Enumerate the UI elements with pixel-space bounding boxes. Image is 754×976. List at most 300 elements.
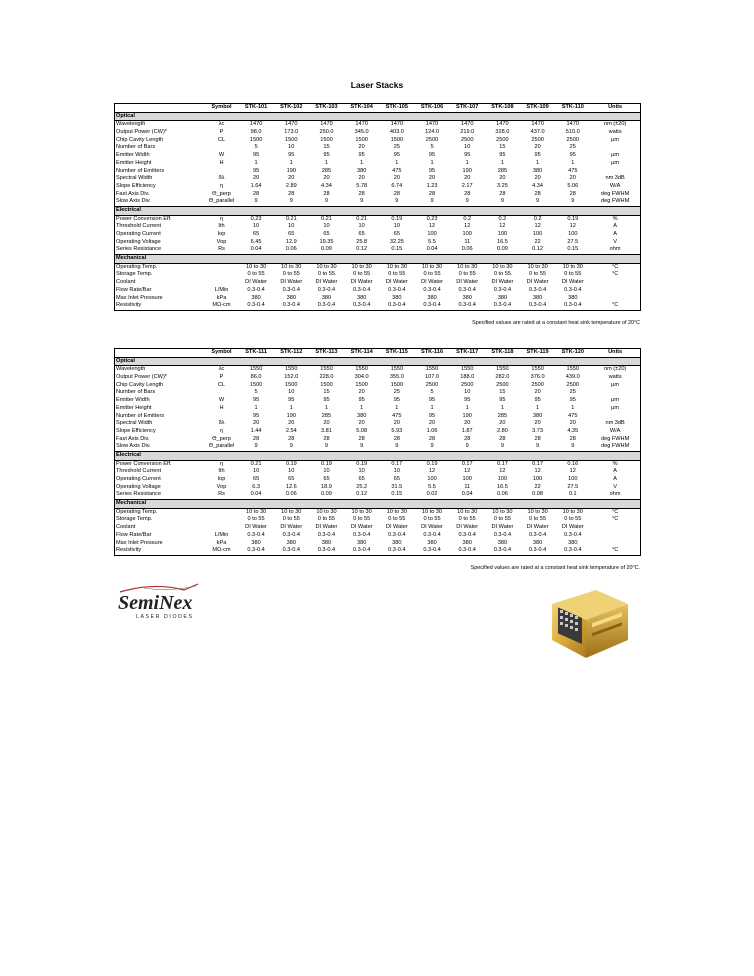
value-cell: 0.3-0.4: [274, 302, 309, 310]
value-cell: 3.73: [532, 427, 544, 434]
value-cell: 2.54: [285, 427, 297, 434]
parameter-label: Chip Cavity Length: [115, 137, 205, 145]
value-cell: 65: [358, 231, 365, 238]
value-cell: 1550: [285, 366, 298, 373]
parameter-label: Slow Axis Div.: [115, 443, 205, 451]
value-cell: DI Water: [280, 524, 303, 531]
value-cell: DI Water: [421, 279, 443, 286]
value-cell: 380: [462, 539, 472, 546]
value-cell: 0.15: [391, 491, 403, 498]
value-cell: 0.23: [250, 215, 262, 222]
unit-cell: W/A: [590, 183, 640, 191]
unit-cell: °C: [590, 271, 640, 279]
value-cell: 380: [321, 539, 332, 546]
symbol-cell: Iop: [217, 231, 226, 238]
value-cell: DI Water: [561, 279, 584, 286]
value-cell: 0 to 55: [493, 516, 511, 523]
value-cell: 0.3-0.4: [555, 302, 590, 310]
value-cell: 65: [288, 476, 295, 483]
value-cell: 1500: [249, 381, 263, 388]
symbol-cell: Θ_perp: [212, 190, 231, 197]
value-cell: 0 to 55: [529, 516, 547, 523]
value-cell: 0 to 55: [388, 516, 406, 523]
value-cell: 10 to 30: [527, 508, 548, 515]
value-cell: 9: [536, 443, 540, 450]
parameter-label: Output Power (CW)*: [115, 129, 205, 137]
value-cell: 304.0: [354, 374, 369, 381]
value-cell: 0.3-0.4: [450, 302, 485, 310]
value-cell: 0 to 55: [317, 516, 336, 523]
value-cell: 2500: [496, 381, 509, 388]
table-row-emitter-width: [115, 152, 641, 160]
value-cell: 1550: [496, 366, 509, 373]
value-cell: 15: [499, 389, 506, 396]
value-cell: 15: [323, 389, 330, 396]
value-cell: 12: [534, 223, 541, 230]
parameter-label: Coolant: [115, 279, 205, 287]
symbol-cell: Θ_parallel: [208, 443, 235, 450]
value-cell: 0.3-0.4: [239, 547, 274, 555]
value-cell: 12: [428, 468, 436, 475]
section-header-electrical: [115, 206, 641, 215]
value-cell: 65: [393, 476, 400, 483]
value-cell: DI Water: [350, 279, 373, 286]
value-cell: 0.3-0.4: [344, 547, 379, 555]
value-cell: 6.45: [250, 238, 262, 245]
table-row-flow-rate-bar: [115, 287, 641, 295]
value-cell: 0.2: [463, 215, 472, 222]
value-cell: 10 to 30: [421, 508, 443, 515]
value-cell: 22: [534, 238, 541, 245]
section-header-electrical: [115, 451, 641, 460]
column-header: STK-102: [274, 104, 309, 113]
value-cell: 10 to 30: [281, 263, 302, 270]
value-cell: 0.15: [567, 246, 579, 253]
value-cell: 20: [464, 420, 471, 427]
value-cell: 65: [358, 476, 365, 483]
section-label: Electrical: [115, 451, 641, 460]
value-cell: 0.23: [426, 215, 438, 222]
unit-cell: A: [590, 223, 640, 231]
value-cell: 439.0: [565, 374, 580, 381]
value-cell: 0.3-0.4: [317, 531, 336, 538]
value-cell: 380: [532, 539, 543, 546]
value-cell: 20: [393, 420, 400, 427]
value-cell: 65: [252, 476, 260, 483]
section-header-optical: [115, 112, 641, 121]
value-cell: 5.93: [391, 427, 403, 434]
table-row-operating-current: [115, 476, 641, 484]
value-cell: 9: [289, 443, 293, 450]
value-cell: 1: [430, 404, 434, 411]
unit-cell: µm: [590, 405, 640, 413]
value-cell: 28: [428, 190, 436, 197]
value-cell: 0.12: [532, 246, 544, 253]
symbol-cell: Ith: [218, 468, 225, 475]
value-cell: 10 to 30: [492, 263, 513, 270]
column-header: STK-113: [309, 349, 344, 358]
value-cell: 10: [252, 468, 260, 475]
value-cell: 9: [395, 198, 399, 205]
unit-cell: deg FWHM: [590, 198, 640, 206]
unit-cell: [590, 532, 640, 540]
value-cell: DI Water: [385, 279, 408, 286]
value-cell: 4.35: [567, 427, 579, 434]
value-cell: 12: [569, 223, 576, 230]
symbol-cell: [205, 413, 239, 421]
value-cell: 100: [462, 231, 472, 238]
value-cell: 10 to 30: [421, 263, 443, 270]
value-cell: 0.21: [321, 215, 332, 222]
value-cell: 28: [569, 190, 576, 197]
table-row-emitter-height: [115, 405, 641, 413]
value-cell: 12: [428, 223, 436, 230]
parameter-label: Flow Rate/Bar: [115, 287, 205, 295]
value-cell: 1: [289, 404, 293, 411]
value-cell: 0.3-0.4: [282, 531, 300, 538]
column-header: Units: [590, 104, 640, 113]
value-cell: 27.5: [567, 483, 579, 490]
value-cell: 95: [428, 412, 436, 419]
value-cell: 0.09: [496, 246, 508, 253]
value-cell: DI Water: [491, 524, 514, 531]
value-cell: 100: [497, 476, 508, 483]
column-header: STK-112: [274, 349, 309, 358]
value-cell: 2.17: [461, 182, 473, 189]
value-cell: 328.0: [495, 129, 510, 136]
value-cell: 1470: [320, 121, 333, 128]
value-cell: 28: [323, 435, 330, 442]
symbol-cell: [205, 516, 239, 524]
parameter-label: Number of Emitters: [115, 168, 205, 176]
value-cell: 10 to 30: [386, 263, 407, 270]
column-header: Symbol: [205, 104, 239, 113]
value-cell: 9: [254, 198, 258, 205]
value-cell: 0.3-0.4: [414, 547, 449, 555]
value-cell: 475: [392, 167, 402, 174]
parameter-label: Flow Rate/Bar: [115, 532, 205, 540]
value-cell: 10 to 30: [351, 263, 372, 270]
symbol-cell: W: [218, 397, 225, 404]
value-cell: 10 to 30: [457, 263, 478, 270]
value-cell: 0.3-0.4: [564, 531, 582, 538]
value-cell: 0.12: [356, 491, 368, 498]
symbol-cell: H: [219, 404, 224, 411]
unit-cell: [590, 168, 640, 176]
value-cell: 2500: [425, 136, 439, 143]
value-cell: 0.3-0.4: [450, 547, 485, 555]
value-cell: DI Water: [456, 524, 479, 531]
value-cell: 1500: [285, 381, 298, 388]
table-row-wavelength: [115, 121, 641, 129]
value-cell: 1470: [285, 121, 298, 128]
value-cell: 20: [323, 175, 330, 182]
parameter-label: Operating Voltage: [115, 239, 205, 247]
logo-wordmark: SemiNex: [118, 592, 193, 614]
value-cell: 1: [500, 159, 504, 166]
value-cell: 25.2: [356, 483, 368, 490]
value-cell: 10 to 30: [457, 508, 478, 515]
value-cell: 12.9: [285, 238, 297, 245]
table-row-chip-cavity-length: [115, 382, 641, 390]
value-cell: 0.3-0.4: [458, 286, 476, 293]
value-cell: 1: [571, 404, 575, 411]
unit-cell: °C: [590, 263, 640, 271]
value-cell: 20: [252, 420, 260, 427]
value-cell: 65: [323, 476, 330, 483]
table-row-slow-axis-div: [115, 443, 641, 451]
value-cell: 0.3-0.4: [388, 286, 406, 293]
value-cell: 28: [534, 190, 541, 197]
value-cell: 0.08: [532, 491, 544, 498]
value-cell: 28: [393, 190, 400, 197]
unit-cell: [590, 144, 640, 152]
value-cell: 3.81: [321, 427, 332, 434]
value-cell: DI Water: [245, 524, 268, 531]
value-cell: 0.1: [568, 491, 577, 498]
value-cell: 0.21: [356, 215, 368, 222]
parameter-label: Operating Current: [115, 231, 205, 239]
unit-cell: °C: [590, 302, 640, 310]
value-cell: 0 to 55: [353, 271, 371, 278]
table-row-resistivity: [115, 302, 641, 310]
value-cell: 380: [356, 294, 367, 301]
spec-table-stk-101-110: [114, 103, 641, 311]
table-row-spectral-width: [115, 420, 641, 428]
value-cell: 0.16: [567, 460, 579, 467]
value-cell: 32.25: [389, 238, 404, 245]
value-cell: 3.25: [496, 182, 508, 189]
table-row-number-of-emitters: [115, 413, 641, 421]
value-cell: 11: [464, 238, 471, 245]
parameter-label: Slope Efficiency: [115, 183, 205, 191]
value-cell: 2500: [425, 381, 439, 388]
symbol-cell: [205, 168, 239, 176]
value-cell: 0.21: [250, 460, 262, 467]
parameter-label: Storage Temp.: [115, 271, 205, 279]
table-row-storage-temp: [115, 516, 641, 524]
symbol-cell: P: [219, 129, 224, 136]
value-cell: 1470: [496, 121, 509, 128]
symbol-cell: [205, 524, 239, 532]
value-cell: 380: [462, 294, 472, 301]
value-cell: 9: [430, 198, 434, 205]
table-row-threshold-current: [115, 468, 641, 476]
symbol-cell: Rs: [218, 491, 225, 498]
value-cell: 0.3-0.4: [493, 286, 512, 293]
table-row-coolant: [115, 279, 641, 287]
value-cell: 20: [499, 175, 506, 182]
parameter-label: Wavelength: [115, 366, 205, 374]
value-cell: 0.17: [532, 460, 544, 467]
value-cell: 0.2: [533, 215, 542, 222]
value-cell: 0.17: [391, 460, 403, 467]
value-cell: DI Water: [350, 524, 373, 531]
value-cell: 95: [323, 152, 330, 159]
symbol-cell: λc: [218, 121, 225, 128]
symbol-cell: [205, 279, 239, 287]
value-cell: 10: [323, 223, 330, 230]
value-cell: 16.5: [496, 483, 508, 490]
value-cell: 6.74: [391, 182, 403, 189]
value-cell: 1: [430, 159, 434, 166]
value-cell: 228.0: [319, 374, 334, 381]
symbol-cell: CL: [217, 136, 226, 143]
value-cell: 28: [534, 435, 541, 442]
unit-cell: µm: [590, 382, 640, 390]
value-cell: 475: [568, 167, 578, 174]
unit-cell: ohm: [590, 246, 640, 254]
column-header: Units: [590, 349, 640, 358]
value-cell: 28: [499, 190, 506, 197]
value-cell: 0.3-0.4: [528, 531, 547, 538]
value-cell: DI Water: [456, 279, 479, 286]
value-cell: 1500: [249, 136, 263, 143]
value-cell: 95: [428, 167, 436, 174]
unit-cell: [590, 279, 640, 287]
value-cell: 173.0: [284, 129, 299, 136]
value-cell: 28: [358, 435, 365, 442]
value-cell: 19.35: [319, 238, 334, 245]
value-cell: 0.3-0.4: [309, 302, 344, 310]
section-header-optical: [115, 357, 641, 366]
value-cell: 0.3-0.4: [485, 547, 520, 555]
value-cell: 0.2: [498, 215, 507, 222]
value-cell: DI Water: [315, 524, 338, 531]
value-cell: 1: [360, 404, 364, 411]
value-cell: 1470: [355, 121, 368, 128]
value-cell: 0.09: [321, 246, 332, 253]
value-cell: 0.04: [250, 491, 262, 498]
unit-cell: µm: [590, 137, 640, 145]
value-cell: 0 to 55: [458, 271, 476, 278]
value-cell: 12: [464, 468, 471, 475]
parameter-label: Number of Emitters: [115, 413, 205, 421]
value-cell: 1: [395, 159, 399, 166]
value-cell: 10: [288, 223, 295, 230]
table-row-number-of-emitters: [115, 168, 641, 176]
parameter-label: Slope Efficiency: [115, 428, 205, 436]
value-cell: 20: [288, 175, 295, 182]
value-cell: 1500: [285, 136, 298, 143]
value-cell: 0.3-0.4: [423, 531, 441, 538]
value-cell: 86.0: [250, 374, 262, 381]
value-cell: 0.19: [391, 215, 403, 222]
value-cell: 28: [569, 435, 576, 442]
table-row-series-resistance: [115, 491, 641, 499]
symbol-cell: [205, 144, 239, 152]
value-cell: 0.3-0.4: [344, 302, 379, 310]
column-header: STK-117: [450, 349, 485, 358]
value-cell: 100: [497, 231, 508, 238]
value-cell: 10: [358, 468, 365, 475]
value-cell: 10 to 30: [316, 263, 337, 270]
table-row-operating-voltage: [115, 239, 641, 247]
value-cell: 380: [251, 539, 261, 546]
unit-cell: W/A: [590, 428, 640, 436]
value-cell: 355.0: [389, 374, 404, 381]
parameter-label: Power Conversion Eff.: [115, 460, 205, 468]
parameter-label: Operating Current: [115, 476, 205, 484]
value-cell: 10: [358, 223, 365, 230]
value-cell: 22: [534, 483, 541, 490]
value-cell: 10 to 30: [562, 508, 583, 515]
unit-cell: µm: [590, 152, 640, 160]
parameter-label: Slow Axis Div.: [115, 198, 205, 206]
value-cell: 28: [288, 190, 295, 197]
value-cell: 380: [532, 167, 543, 174]
parameter-label: Threshold Current: [115, 468, 205, 476]
value-cell: 152.0: [284, 374, 299, 381]
value-cell: 10 to 30: [351, 508, 372, 515]
value-cell: 1: [254, 404, 258, 411]
value-cell: 0 to 55: [458, 516, 476, 523]
value-cell: 0.3-0.4: [458, 531, 476, 538]
value-cell: 380: [321, 294, 332, 301]
value-cell: 18.9: [321, 483, 332, 490]
column-header: STK-105: [379, 104, 414, 113]
value-cell: 25: [393, 144, 400, 151]
value-cell: 27.5: [567, 238, 579, 245]
value-cell: 31.5: [391, 483, 403, 490]
value-cell: 4.34: [532, 182, 544, 189]
value-cell: 1.64: [250, 182, 262, 189]
value-cell: 95: [534, 152, 541, 159]
symbol-cell: H: [219, 159, 224, 166]
value-cell: 5.5: [428, 483, 436, 490]
unit-cell: [590, 295, 640, 303]
value-cell: 25.8: [356, 238, 368, 245]
value-cell: 2500: [496, 136, 509, 143]
value-cell: 95: [569, 152, 576, 159]
symbol-cell: [205, 389, 239, 397]
value-cell: 9: [289, 198, 293, 205]
value-cell: 190: [462, 167, 472, 174]
value-cell: 1: [500, 404, 504, 411]
value-cell: 95: [358, 152, 365, 159]
symbol-cell: MΩ-cm: [205, 302, 239, 310]
value-cell: 0.19: [426, 460, 438, 467]
value-cell: 510.0: [565, 129, 580, 136]
value-cell: 95: [358, 397, 365, 404]
parameter-label: Series Resistance: [115, 246, 205, 254]
value-cell: 0.15: [391, 246, 403, 253]
column-header: STK-107: [450, 104, 485, 113]
value-cell: 0.3-0.4: [247, 531, 265, 538]
table-row-slow-axis-div: [115, 198, 641, 206]
table-row-number-of-bars: [115, 144, 641, 152]
value-cell: DI Water: [315, 279, 338, 286]
parameter-label: Emitter Width: [115, 152, 205, 160]
column-header: STK-114: [344, 349, 379, 358]
column-header: STK-115: [379, 349, 414, 358]
value-cell: 20: [569, 175, 576, 182]
value-cell: 0.06: [285, 246, 297, 253]
footnote-1: Specified values are rated at a constant heat sink temperature of 20°C: [472, 320, 640, 326]
unit-cell: [590, 413, 640, 421]
value-cell: 25: [569, 389, 576, 396]
symbol-cell: CL: [217, 381, 226, 388]
value-cell: 380: [568, 294, 578, 301]
value-cell: DI Water: [421, 524, 443, 531]
parameter-label: Emitter Width: [115, 397, 205, 405]
column-header: STK-106: [414, 104, 449, 113]
laser-stack-photo: [546, 582, 632, 664]
value-cell: 0 to 55: [564, 516, 582, 523]
value-cell: 10 to 30: [245, 508, 267, 515]
value-cell: 380: [427, 539, 437, 546]
value-cell: 0.3-0.4: [247, 286, 265, 293]
